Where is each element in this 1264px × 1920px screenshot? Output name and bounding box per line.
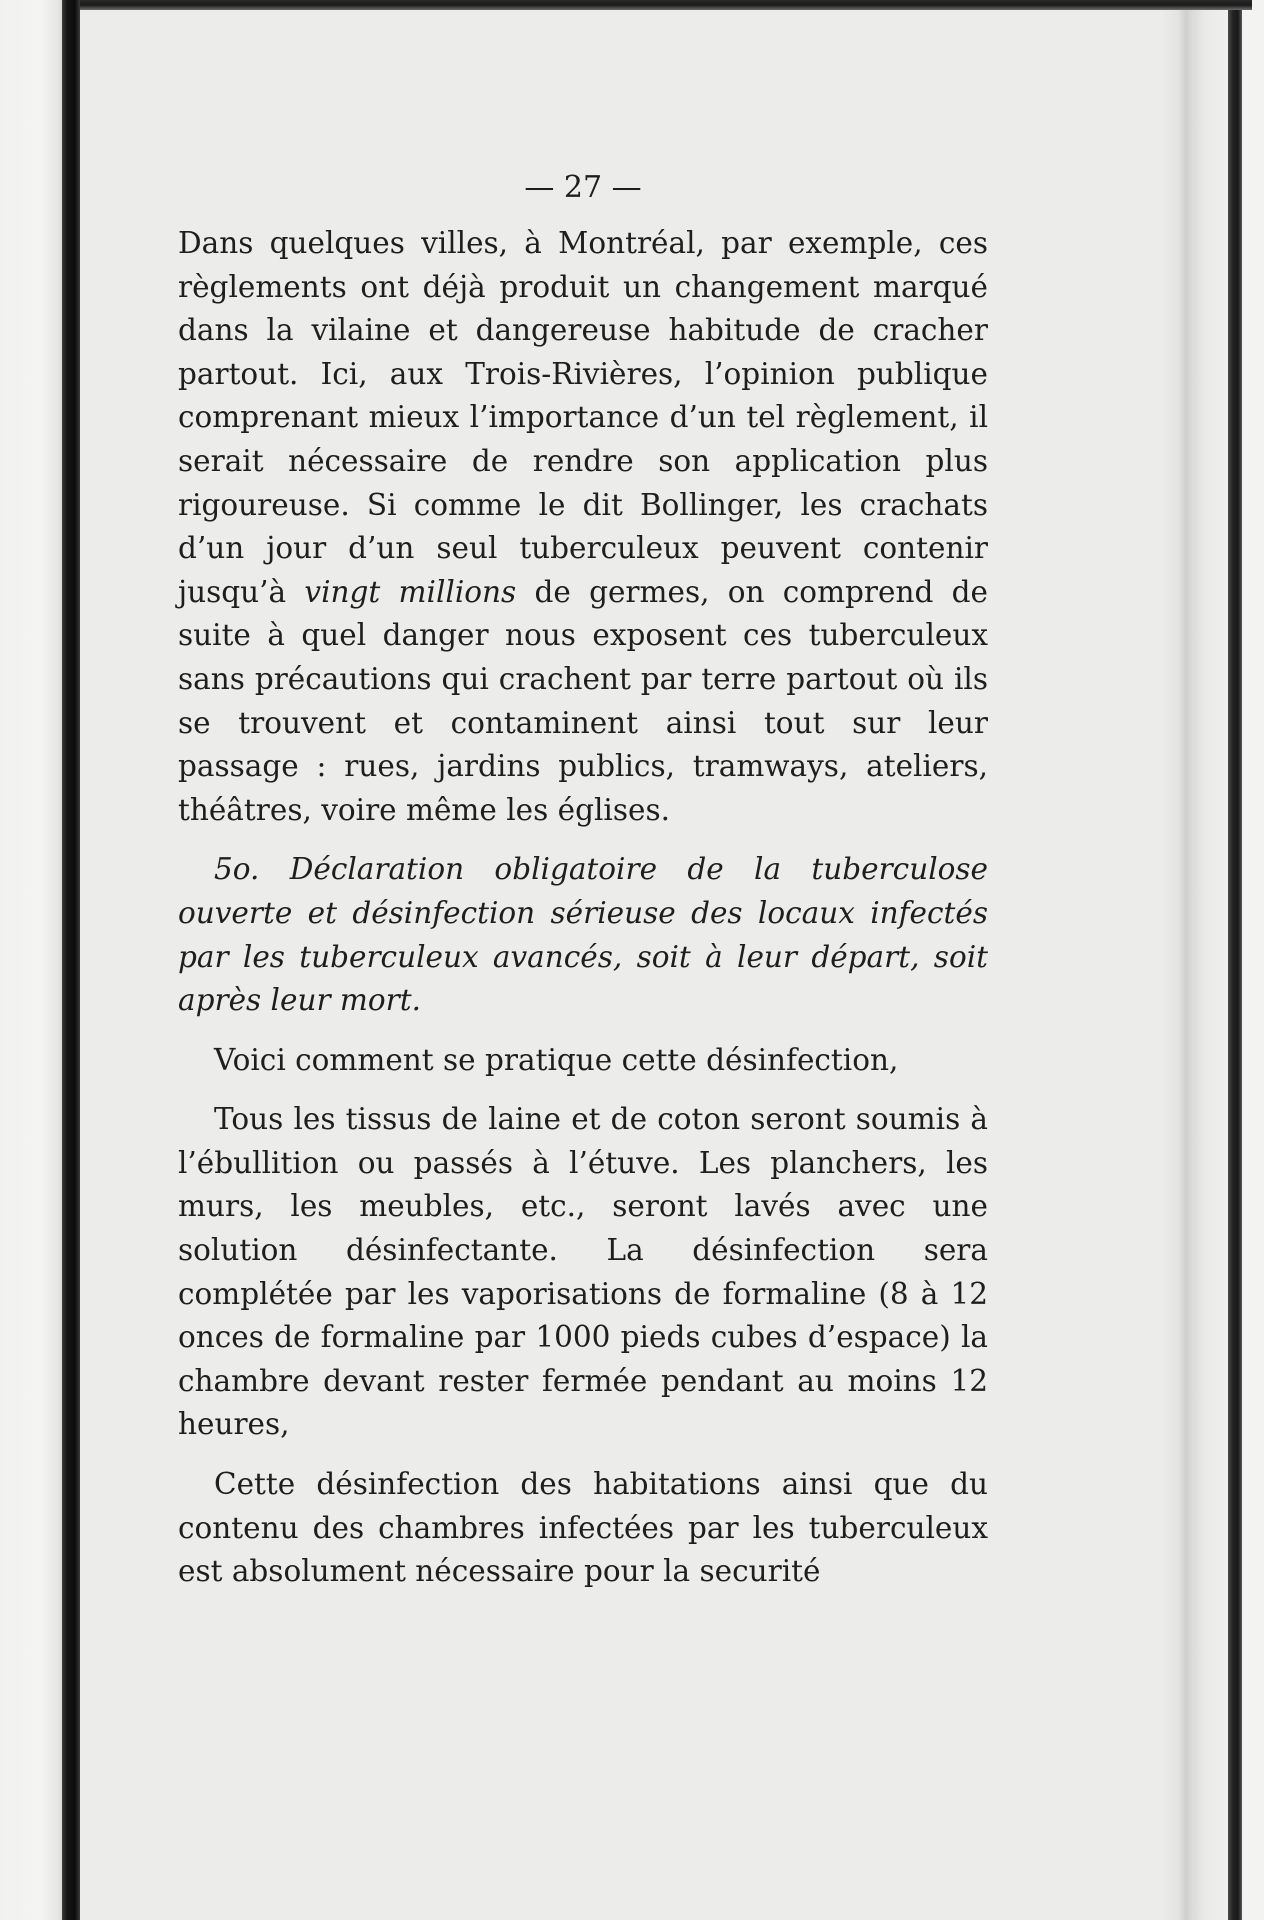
paragraph-text: Dans quelques villes, à Montréal, par exemple, ces règlements ont déjà produit un changement marqué dans la vilaine et dangereuse habitude de cracher partout. Ici, aux Trois-Rivières, l’opinion publique comprenant mieux l’importance d’un tel règlement, il serait nécessaire de rendre son application plus rigoureuse. Si comme le dit Bollinger, les crachats d’un jour d’un seul tuberculeux peuvent contenir jusqu’à bbox=[178, 226, 988, 609]
paragraph-disinfection-method: Tous les tissus de laine et de coton seront soumis à l’ébullition ou passés à l’étuve. Les planchers, les murs, les meubles, etc., seront lavés avec une solution désinfectante. La désinfection sera complétée par les vaporisations de formaline (8 à 12 onces de formaline par 1000 pieds cubes d’espace) la chambre devant rester fermée pendant au moins 12 heures, bbox=[178, 1102, 988, 1442]
right-margin bbox=[1194, 0, 1228, 1920]
paragraph-disinfection-necessity: Cette désinfection des habitations ainsi que du contenu des chambres infectées par les tuberculeux est absolument nécessaire pour la securité bbox=[178, 1467, 988, 1589]
emphasis-text: vingt millions bbox=[304, 574, 517, 609]
right-outer-edge bbox=[1242, 0, 1264, 1920]
section-heading-5: 5o. Déclaration obligatoire de la tuberculose ouverte et désinfection sérieuse des locaux infectés par les tuberculeux avancés, soit à leur départ, soit après leur mort. bbox=[178, 852, 988, 1018]
paragraph-disinfection-intro: Voici comment se pratique cette désinfection, bbox=[214, 1042, 899, 1077]
page-number: — 27 — bbox=[524, 170, 642, 205]
paragraph-text: de germes, on comprend de suite à quel danger nous exposent ces tuberculeux sans précautions qui crachent par terre partout où ils se trouvent et contaminent ainsi tout sur leur passage : rues, jardins publics, tramways, ateliers, théâtres, voire même les églises. bbox=[178, 574, 988, 827]
top-binding-bar bbox=[62, 0, 1252, 10]
page-edge-shadow bbox=[1160, 10, 1194, 1920]
left-margin bbox=[0, 0, 62, 1920]
right-binding-bar bbox=[1228, 0, 1242, 1920]
left-binding-bar bbox=[62, 0, 80, 1920]
page-text bbox=[178, 168, 988, 1594]
paragraph-spitting-rules bbox=[178, 222, 988, 832]
